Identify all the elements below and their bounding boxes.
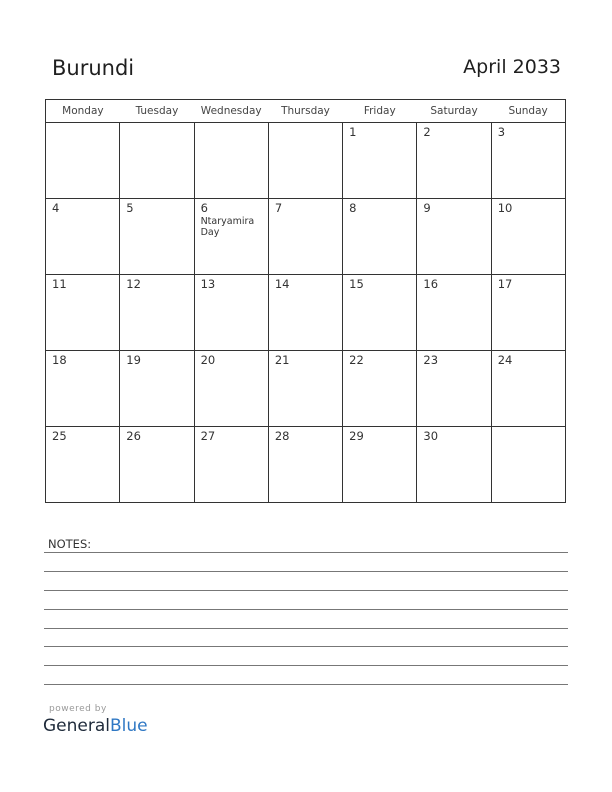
day-cell bbox=[46, 351, 120, 427]
day-number: 6 bbox=[200, 201, 208, 215]
day-number: 11 bbox=[52, 277, 67, 291]
day-number: 22 bbox=[349, 353, 364, 367]
notes-line bbox=[44, 684, 568, 685]
day-cell bbox=[46, 427, 120, 503]
weekday-header: Wednesday bbox=[194, 100, 268, 123]
week-row bbox=[46, 427, 566, 503]
day-cell bbox=[343, 351, 417, 427]
day-cell bbox=[194, 199, 268, 275]
day-cell bbox=[268, 351, 342, 427]
day-cell bbox=[417, 199, 491, 275]
country-title: Burundi bbox=[52, 56, 135, 80]
week-row bbox=[46, 275, 566, 351]
day-number: 9 bbox=[423, 201, 431, 215]
day-cell bbox=[343, 123, 417, 199]
day-number: 21 bbox=[274, 353, 290, 367]
day-cell bbox=[343, 199, 417, 275]
day-cell bbox=[120, 275, 194, 351]
day-number: 19 bbox=[126, 353, 141, 367]
notes-line bbox=[44, 665, 568, 666]
week-row bbox=[46, 123, 566, 199]
day-number: 25 bbox=[52, 429, 67, 443]
day-cell bbox=[120, 123, 194, 199]
day-cell bbox=[120, 351, 194, 427]
notes-line bbox=[44, 628, 568, 629]
week-row bbox=[46, 351, 566, 427]
calendar-grid bbox=[45, 99, 566, 503]
notes-label: NOTES: bbox=[48, 537, 92, 551]
day-number: 27 bbox=[200, 429, 216, 443]
day-cell bbox=[343, 427, 417, 503]
day-cell bbox=[417, 123, 491, 199]
day-cell bbox=[268, 275, 342, 351]
day-number: 14 bbox=[274, 277, 290, 291]
day-cell bbox=[194, 351, 268, 427]
day-number: 10 bbox=[497, 201, 513, 215]
day-number: 2 bbox=[423, 125, 431, 139]
day-cell bbox=[268, 427, 342, 503]
day-cell bbox=[417, 427, 491, 503]
weekday-header: Thursday bbox=[268, 100, 342, 123]
day-number: 29 bbox=[349, 429, 364, 443]
day-number: 26 bbox=[126, 429, 141, 443]
weekday-header: Sunday bbox=[491, 100, 565, 123]
weekday-header: Monday bbox=[46, 100, 120, 123]
day-cell bbox=[417, 275, 491, 351]
day-number: 3 bbox=[497, 125, 506, 139]
day-cell bbox=[491, 199, 565, 275]
notes-line bbox=[44, 590, 568, 591]
day-number: 13 bbox=[200, 277, 216, 291]
day-cell bbox=[343, 275, 417, 351]
brand-general: General bbox=[43, 716, 110, 736]
powered-by-text: powered by bbox=[49, 704, 107, 714]
day-number: 8 bbox=[349, 201, 357, 215]
day-number: 18 bbox=[52, 353, 67, 367]
notes-line bbox=[44, 552, 568, 553]
day-number: 5 bbox=[126, 201, 134, 215]
weekday-header: Friday bbox=[343, 100, 417, 123]
day-number: 23 bbox=[423, 353, 439, 367]
day-number: 24 bbox=[497, 353, 513, 367]
weekday-header: Saturday bbox=[417, 100, 491, 123]
day-number: 30 bbox=[423, 429, 439, 443]
month-year-title: April 2033 bbox=[463, 56, 561, 78]
week-row bbox=[46, 199, 566, 275]
day-cell bbox=[194, 275, 268, 351]
day-cell bbox=[46, 275, 120, 351]
day-number: 7 bbox=[274, 201, 283, 215]
day-number: 4 bbox=[52, 201, 60, 215]
day-cell bbox=[194, 123, 268, 199]
day-number: 20 bbox=[200, 353, 216, 367]
brand-blue: Blue bbox=[110, 716, 148, 736]
day-cell bbox=[417, 351, 491, 427]
day-cell bbox=[491, 427, 565, 503]
day-cell bbox=[46, 199, 120, 275]
notes-line bbox=[44, 609, 568, 610]
brand-logo bbox=[43, 716, 148, 736]
day-cell bbox=[268, 123, 342, 199]
day-number: 15 bbox=[349, 277, 364, 291]
day-cell bbox=[194, 427, 268, 503]
day-cell bbox=[120, 427, 194, 503]
day-cell bbox=[491, 275, 565, 351]
day-number: 28 bbox=[274, 429, 290, 443]
day-cell bbox=[491, 123, 565, 199]
day-cell bbox=[46, 123, 120, 199]
day-number: 16 bbox=[423, 277, 439, 291]
day-cell bbox=[120, 199, 194, 275]
day-number: 17 bbox=[497, 277, 513, 291]
day-number: 12 bbox=[126, 277, 141, 291]
notes-line bbox=[44, 571, 568, 572]
weekday-header-row bbox=[46, 100, 566, 123]
day-number: 1 bbox=[349, 125, 357, 139]
notes-line bbox=[44, 646, 568, 647]
day-cell bbox=[491, 351, 565, 427]
weekday-header: Tuesday bbox=[120, 100, 194, 123]
day-cell bbox=[268, 199, 342, 275]
holiday-label: Ntaryamira Day bbox=[200, 216, 255, 238]
